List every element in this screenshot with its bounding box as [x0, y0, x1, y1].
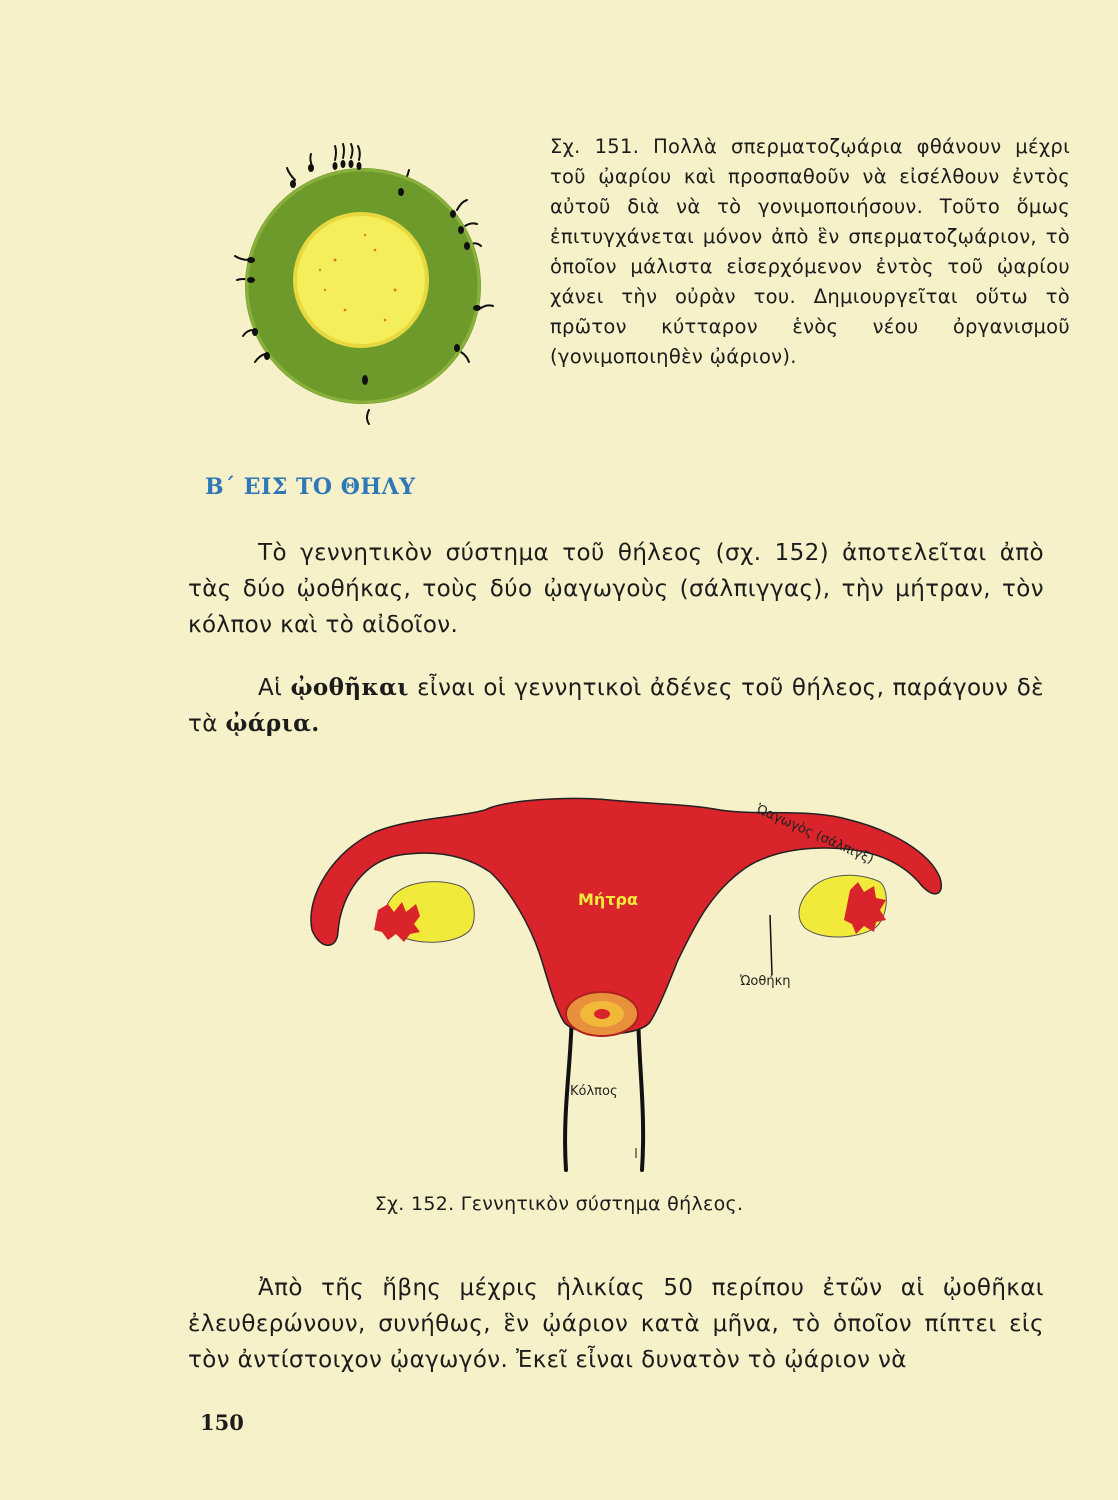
figure-151-caption: Σχ. 151. Πολλὰ σπερματοζῳάρια φθάνουν μέχρι τοῦ ᾠαρίου καὶ προσπαθοῦν νὰ εἰσέλθουν ἐντὸς αὐτοῦ διὰ νὰ τὸ γονιμοποιήσουν. Τοῦτο ὅμως ἐπιτυγχάνεται μόνον ἀπὸ ἓν σπερματοζῳάριον, τὸ ὁποῖον μάλιστα εἰσερχόμενον ἐντὸς τοῦ ᾠαρίου χάνει τὴν οὐρὰν του. Δημιουργεῖται οὕτω τὸ πρῶτον κύτταρον ἑνὸς νέου ὀργανισμοῦ (γονιμοποιηθὲν ᾠάριον). [550, 135, 1070, 368]
section-heading: Β΄ ΕΙΣ ΤΟ ΘΗΛΥ [205, 474, 416, 500]
paragraph-ovaries: Αἱ ᾠοθῆκαι εἶναι οἱ γεννητικοὶ ἀδένες τοῦ θήλεος, παράγουν δὲ τὰ ᾠάρια. [188, 674, 1044, 737]
figure-152-caption: Σχ. 152. Γεννητικὸν σύστημα θήλεος. [374, 1193, 744, 1215]
female-reproductive-system-diagram [290, 760, 980, 1180]
label-fallopian-tube: Ὠαγωγὸς (σάλπιγξ) [753, 802, 876, 868]
fertilization-egg-illustration [225, 140, 505, 430]
label-ovary: Ὠοθήκη [740, 974, 791, 989]
paragraph-reproductive-system: Τὸ γεννητικὸν σύστημα τοῦ θήλεος (σχ. 152) ἀποτελεῖται ἀπὸ τὰς δύο ᾠοθήκας, τοὺς δύο ᾠαγωγοὺς (σάλπιγγας), τὴν μήτραν, τὸν κόλπον καὶ τὸ αἰδοῖον. [188, 540, 1044, 638]
label-uterus: Μήτρα [578, 890, 638, 909]
page-number: 150 [200, 1410, 244, 1435]
label-vagina: Κόλπος [570, 1084, 618, 1099]
paragraph-ovulation: Ἀπὸ τῆς ἥβης μέχρις ἡλικίας 50 περίπου ἐτῶν αἱ ᾠοθῆκαι ἐλευθερώνουν, συνήθως, ἓν ᾠάριον κατὰ μῆνα, τὸ ὁποῖον πίπτει εἰς τὸν ἀντίστοιχον ᾠαγωγόν. Ἐκεῖ εἶναι δυνατὸν τὸ ᾠάριον νὰ [188, 1275, 1044, 1373]
